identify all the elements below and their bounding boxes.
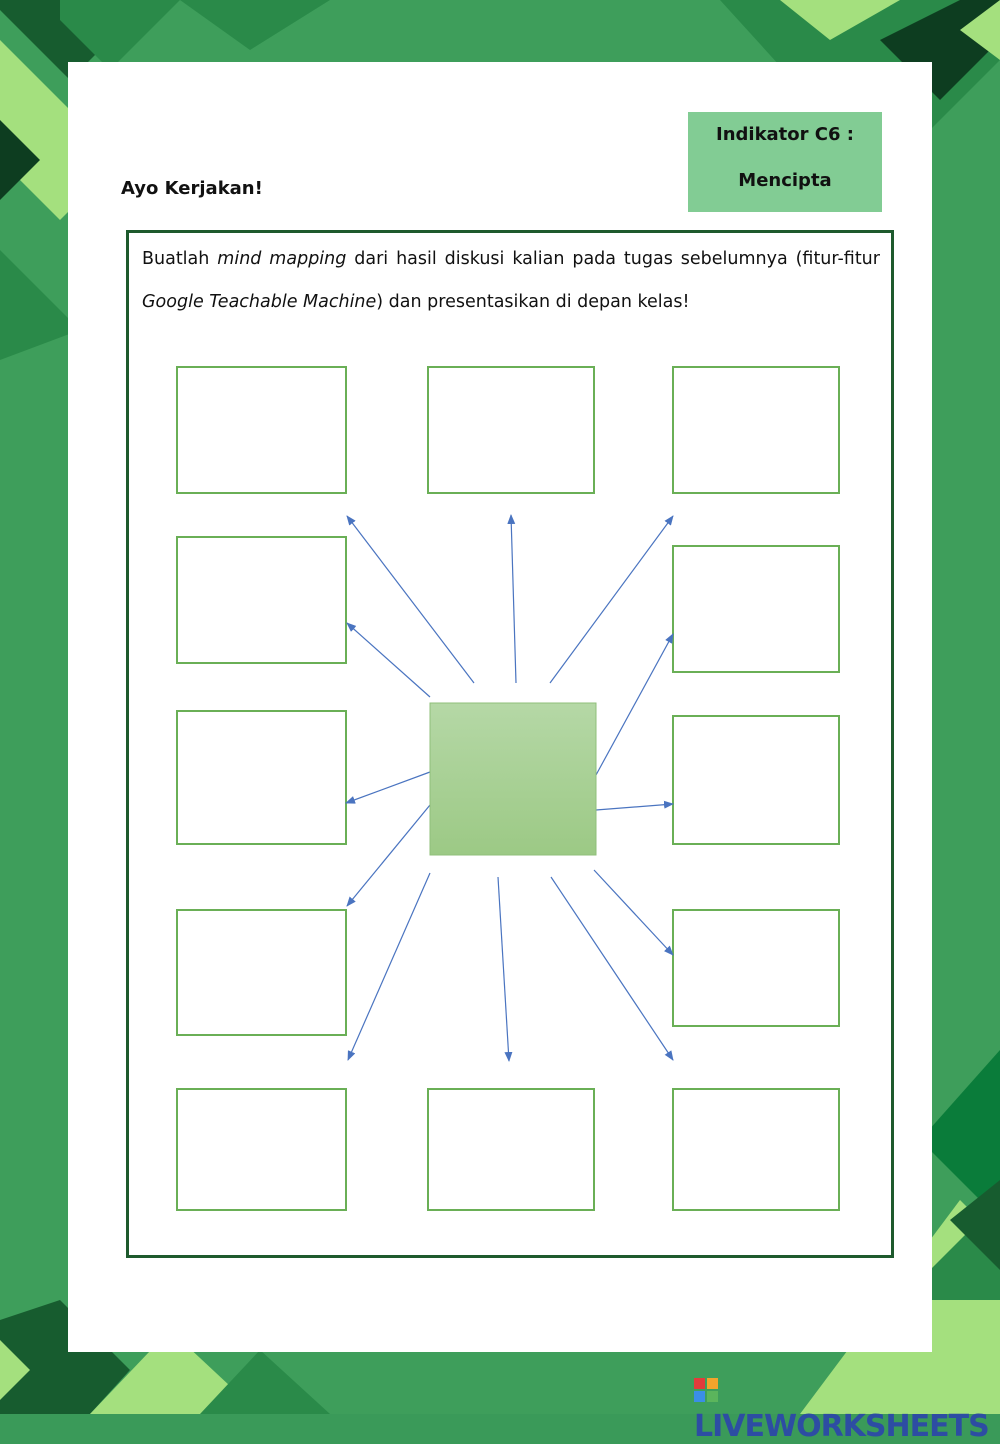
watermark	[694, 1374, 1000, 1444]
mind-map-arrow-3	[550, 516, 673, 683]
mind-map-branch-box-8[interactable]	[177, 910, 346, 1035]
instruction-italic: mind mapping	[217, 249, 347, 269]
mind-map-branch-box-4[interactable]	[177, 537, 346, 663]
mind-map-center-box[interactable]	[430, 703, 596, 855]
indicator-level: Mencipta	[738, 170, 832, 191]
mind-map-arrow-5	[596, 634, 673, 775]
mind-map-branch-box-7[interactable]	[673, 716, 839, 844]
mind-map-arrow-2	[511, 515, 516, 683]
instruction-part: Buatlah	[142, 249, 218, 269]
worksheet-heading: Ayo Kerjakan!	[121, 178, 263, 199]
indicator-label: Indikator C6 :	[716, 124, 854, 145]
mind-map-arrow-4	[347, 623, 430, 697]
mind-map-branch-box-9[interactable]	[673, 910, 839, 1026]
mind-map-branch-box-2[interactable]	[428, 367, 594, 493]
mind-map-branch-box-5[interactable]	[673, 546, 839, 672]
mind-map-branch-box-12[interactable]	[673, 1089, 839, 1210]
mind-map-branch-box-6[interactable]	[177, 711, 346, 844]
mind-map-branch-box-10[interactable]	[177, 1089, 346, 1210]
mind-map-arrow-11	[498, 877, 509, 1061]
mind-map-arrow-7	[596, 804, 673, 810]
mind-map-branch-box-11[interactable]	[428, 1089, 594, 1210]
mind-map-arrow-9	[594, 870, 673, 955]
mind-map-arrow-1	[347, 516, 474, 683]
instruction-italic: Google Teachable Machine	[142, 292, 377, 312]
watermark-text: LIVEWORKSHEETS	[694, 1409, 989, 1444]
mind-map-branch-box-3[interactable]	[673, 367, 839, 493]
mind-map-branch-box-1[interactable]	[177, 367, 346, 493]
instruction-part: ) dan presentasikan di depan kelas!	[376, 292, 690, 312]
instruction-part: dari hasil diskusi kalian pada tugas sebelumnya (fitur-fitur	[346, 249, 880, 269]
mind-map-arrow-8	[347, 805, 430, 906]
mind-map-arrow-10	[348, 873, 430, 1060]
mind-map-arrow-12	[551, 877, 673, 1060]
mind-map-arrow-6	[346, 772, 430, 803]
